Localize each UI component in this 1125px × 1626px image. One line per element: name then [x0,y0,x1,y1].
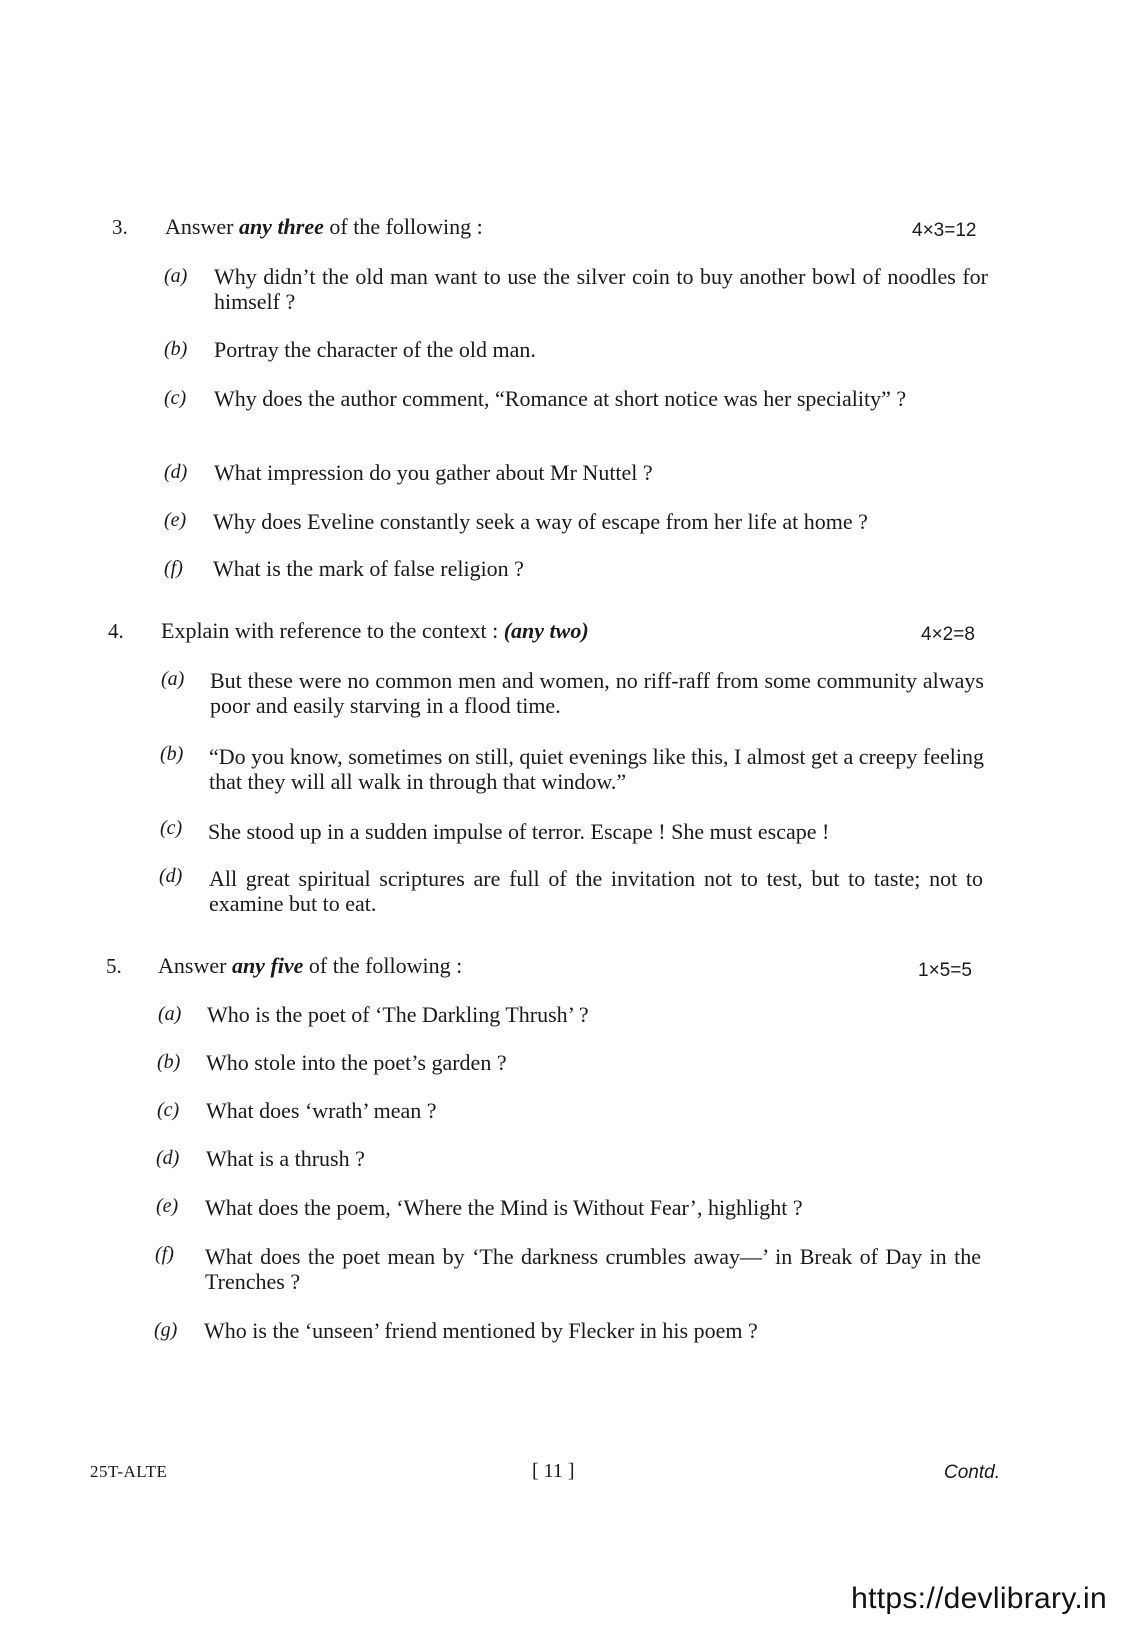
q5-c-label: (c) [157,1099,180,1121]
question-3-instruction [165,214,483,240]
instruction-prefix: Answer [158,953,232,978]
question-4-number: 4. [108,619,124,643]
q4-d-label: (d) [159,865,183,887]
q3-a-text: Why didn’t the old man want to use the silver coin to buy another bowl of noodles for himself ? [214,264,988,314]
instruction-emphasis: (any two) [503,618,589,643]
q5-b-text: Who stole into the poet’s garden ? [206,1050,507,1075]
q5-c-text: What does ‘wrath’ mean ? [206,1098,437,1123]
page-number: [ 11 ] [532,1460,575,1482]
instruction-prefix: Answer [165,214,239,239]
q5-d-text: What is a thrush ? [206,1146,365,1171]
question-3-marks: 4×3=12 [912,220,977,241]
instruction-prefix: Explain with reference to the context : [161,618,504,643]
question-5-marks: 1×5=5 [918,960,972,981]
q3-a-label: (a) [164,265,188,287]
question-5-number: 5. [106,954,122,978]
q3-d-text: What impression do you gather about Mr Nuttel ? [214,460,653,485]
q4-a-text: But these were no common men and women, no riff-raff from some community always poor and easily starving in a flood time. [210,668,984,718]
question-3-number: 3. [112,215,128,239]
q3-e-label: (e) [164,509,187,531]
q5-a-text: Who is the poet of ‘The Darkling Thrush’ ? [207,1002,589,1027]
instruction-emphasis: any three [238,214,324,239]
q4-c-label: (c) [160,817,183,839]
q3-f-text: What is the mark of false religion ? [213,556,524,581]
q5-g-text: Who is the ‘unseen’ friend mentioned by Flecker in his poem ? [204,1318,758,1343]
q4-a-label: (a) [161,668,185,690]
q3-b-label: (b) [164,338,188,360]
q3-f-label: (f) [164,557,183,579]
q5-f-text: What does the poet mean by ‘The darkness crumbles away—’ in Break of Day in the Trenches ? [205,1244,981,1294]
question-5-instruction [158,953,462,979]
watermark-url: https://devlibrary.in [851,1582,1107,1615]
q5-d-label: (d) [156,1147,180,1169]
q3-e-text: Why does Eveline constantly seek a way of escape from her life at home ? [213,509,868,534]
q5-g-label: (g) [154,1319,178,1341]
q5-f-label: (f) [155,1243,174,1265]
q5-b-label: (b) [157,1051,181,1073]
instruction-suffix: of the following : [323,214,483,239]
q4-d-text: All great spiritual scriptures are full of the invitation not to test, but to taste; not to examine but to eat. [209,866,983,916]
continued-note: Contd. [944,1462,1000,1483]
q4-b-text: “Do you know, sometimes on still, quiet evenings like this, I almost get a creepy feeling that they will all walk in through that window.” [209,744,984,794]
q5-e-label: (e) [156,1195,179,1217]
q5-e-text: What does the poem, ‘Where the Mind is Without Fear’, highlight ? [205,1195,803,1220]
q3-b-text: Portray the character of the old man. [214,337,536,362]
instruction-suffix: of the following : [303,953,463,978]
question-4-marks: 4×2=8 [921,624,975,645]
q4-b-label: (b) [160,743,184,765]
q3-c-label: (c) [164,387,187,409]
paper-code: 25T-ALTE [90,1462,168,1481]
question-4-instruction [161,618,589,644]
q4-c-text: She stood up in a sudden impulse of terror. Escape ! She must escape ! [208,819,830,844]
q3-d-label: (d) [164,461,188,483]
instruction-emphasis: any five [231,953,304,978]
q3-c-text: Why does the author comment, “Romance at short notice was her speciality” ? [214,386,907,411]
q5-a-label: (a) [158,1003,182,1025]
